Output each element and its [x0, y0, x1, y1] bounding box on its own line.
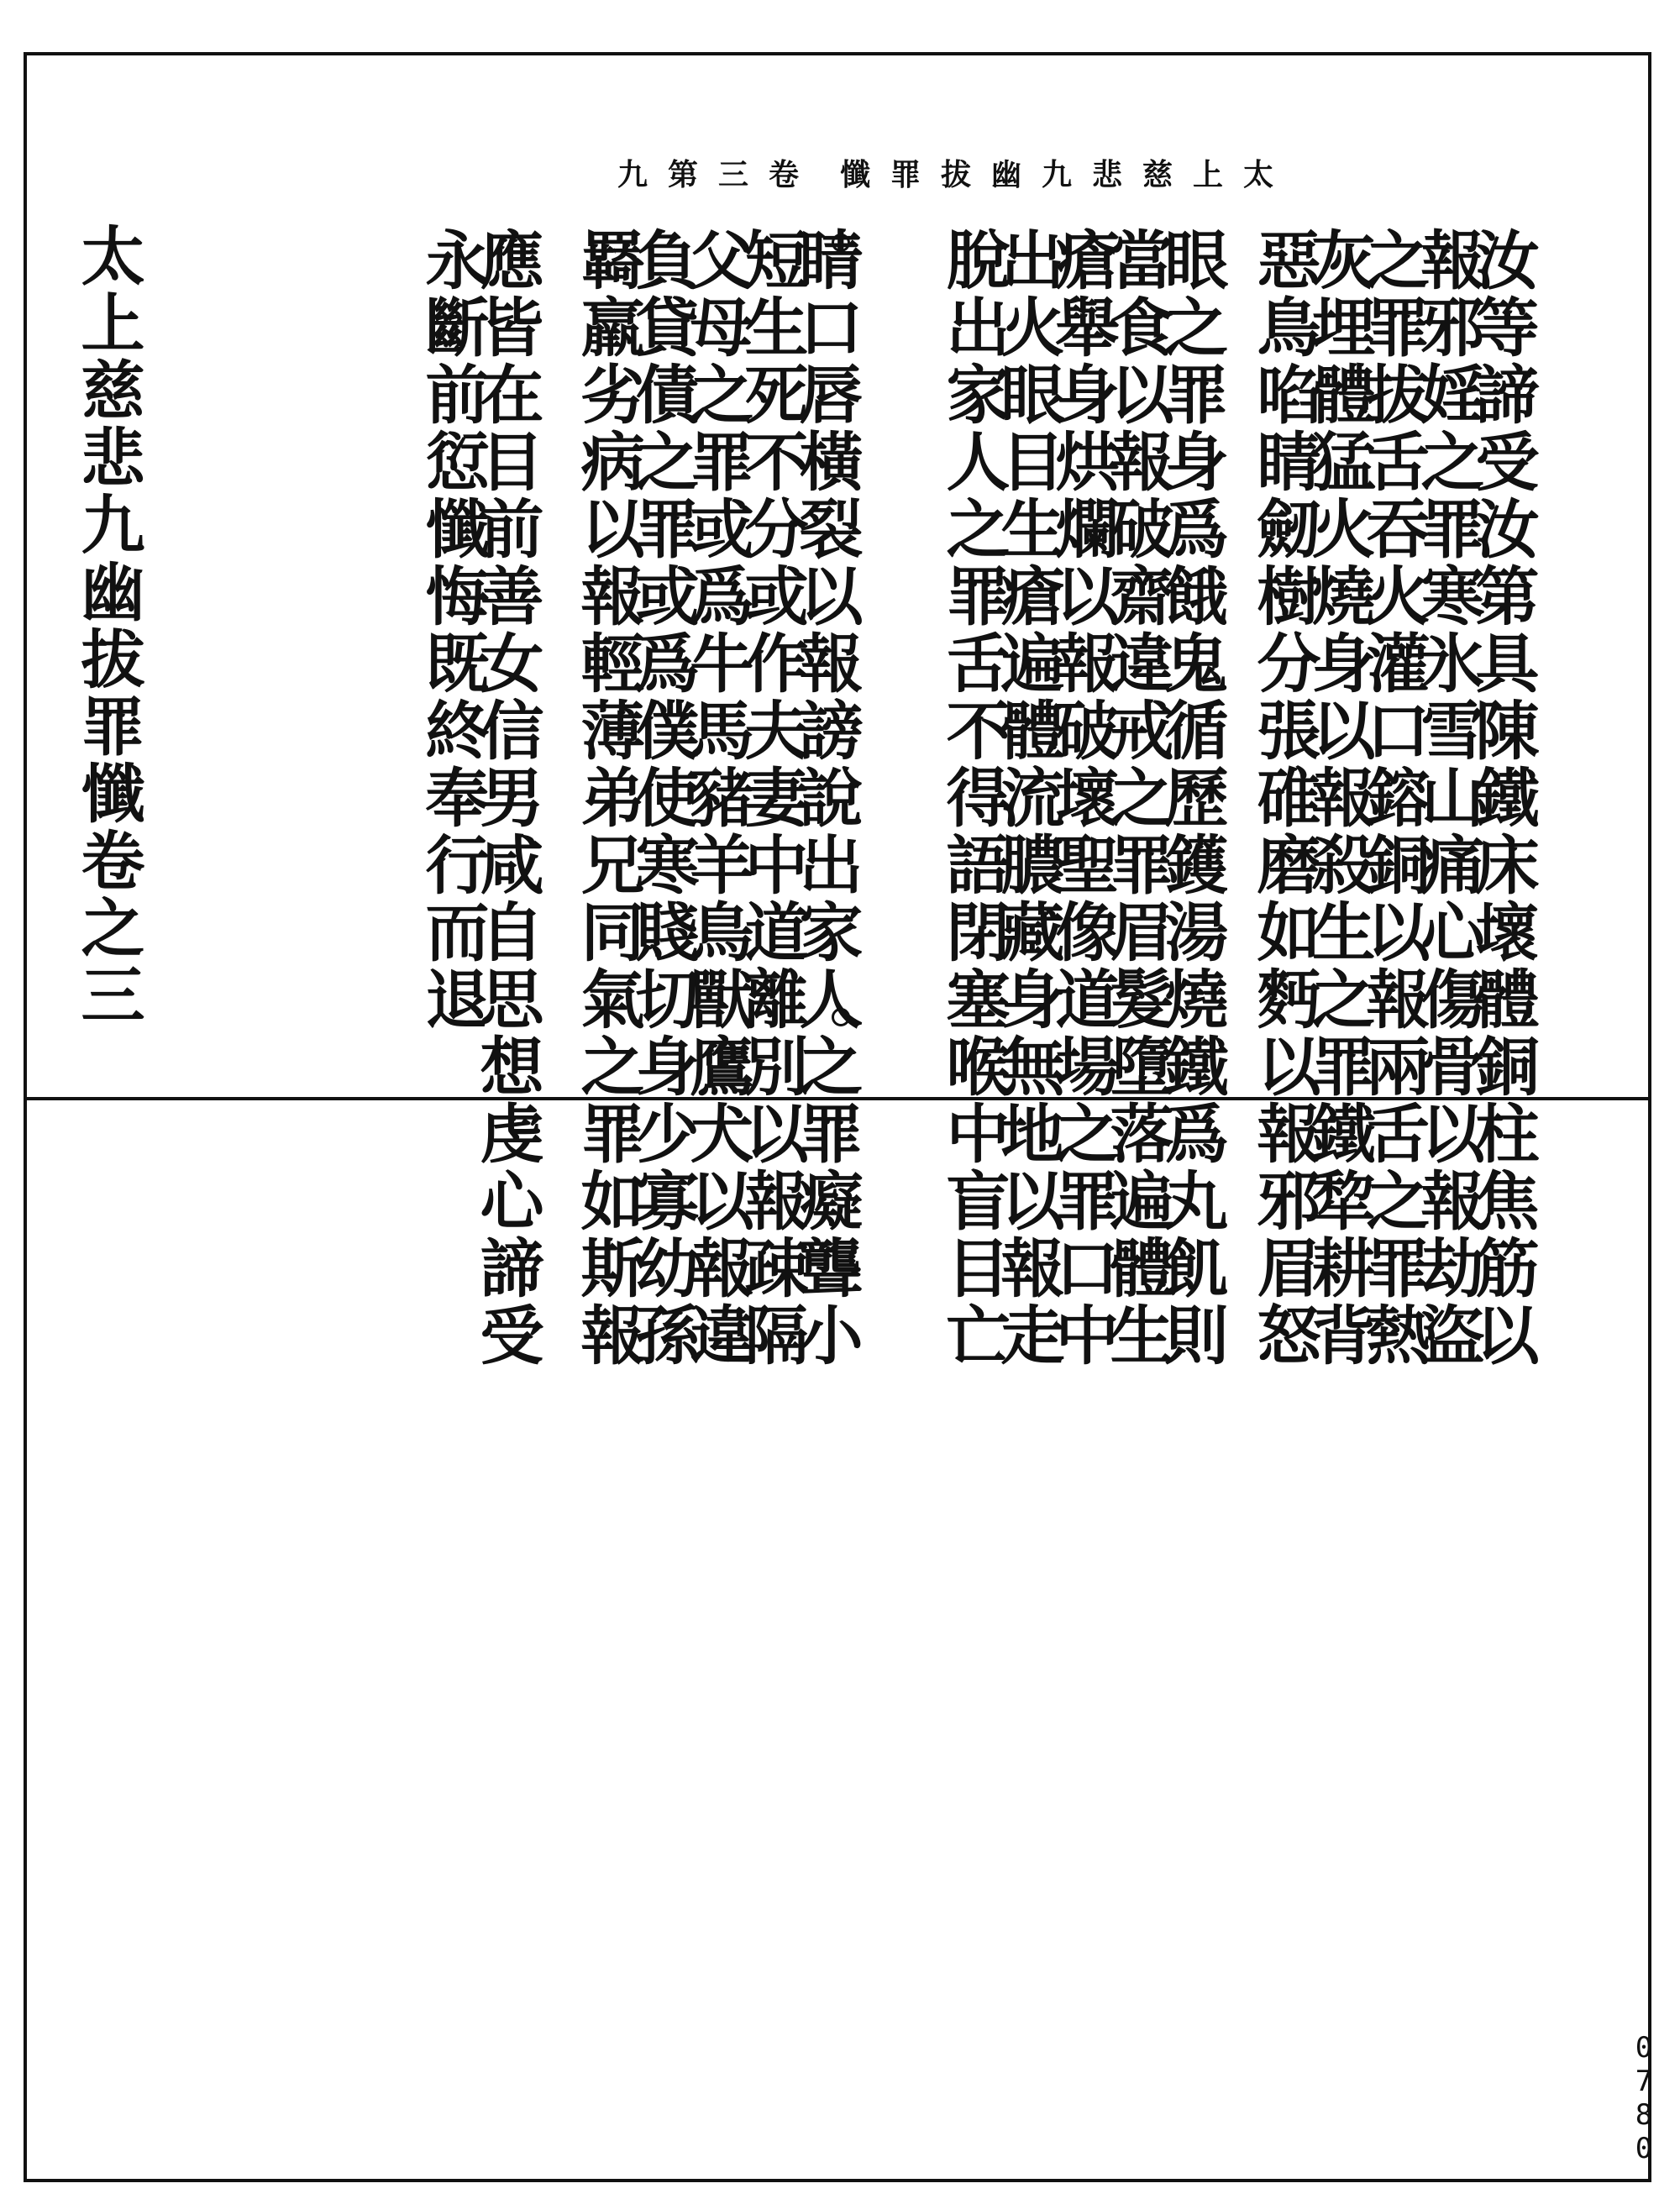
- running-header-title: 懺罪拔幽九悲慈上太: [840, 157, 1294, 192]
- text-column-17: 永斷前愆懺悔既終奉行而退: [415, 227, 490, 1033]
- text-column-8: 瘡舉身烘爛以報破壞聖像道場之罪口中: [1045, 227, 1120, 1369]
- text-column-3: 之罪拔舌吞火灌口鎔銅以報兩舌之罪熱: [1356, 227, 1431, 1369]
- text-column-11: 睛口唇橫裂以報謗說出家人之罪癡聾小: [789, 227, 864, 1369]
- text-column-1: 汝等諦受汝第具陳鐵床壞體銅柱焦筋以: [1465, 227, 1540, 1369]
- text-column-5: 惡鳥啗睛劒樹分張碓磨如麪以報邪眉怒: [1247, 227, 1321, 1369]
- text-column-10: 脫出家人之罪舌不得語閉塞喉中盲目亡: [936, 227, 1011, 1369]
- text-column-13: 父母之罪或爲牛馬豬羊鳥獸鷹犬以報違: [680, 227, 754, 1369]
- text-column-7: 當食以報破齋違戒之罪眉髮墮落遍體生: [1100, 227, 1174, 1369]
- running-header-volume: 九第三卷: [617, 157, 820, 192]
- punctuation-circle-mark: [832, 1008, 850, 1026]
- text-column-2: 報邪婬之罪寒氷雪山痛心傷骨以報劫盜: [1410, 227, 1485, 1369]
- text-column-16: 應皆在目前善女信男咸自思想虔心諦受: [470, 227, 544, 1369]
- text-column-9: 出火眼目生瘡遍體流膿藏身無地以報走: [990, 227, 1065, 1369]
- page-number: 0780: [1627, 2031, 1661, 2165]
- text-column-12: 短生死不分或作夫妻中道離別以報疎隔: [734, 227, 809, 1369]
- text-column-6: 眼之罪身爲餓鬼循歷鑊湯燒鐵爲丸飢則: [1154, 227, 1229, 1369]
- punctuation-circle-mark: [832, 234, 850, 252]
- text-column-14: 負貸債之罪或爲僕使寒賤切身少寡幼孫: [625, 227, 700, 1369]
- text-column-15: 羇羸劣病以報輕薄弟兄同氣之罪如斯報: [570, 227, 645, 1369]
- volume-title-column: 太上慈悲九幽拔罪懺卷之三: [71, 223, 145, 1029]
- text-column-4: 灰埋體猛火燒身以報殺生之罪鐵犂耕背: [1301, 227, 1376, 1369]
